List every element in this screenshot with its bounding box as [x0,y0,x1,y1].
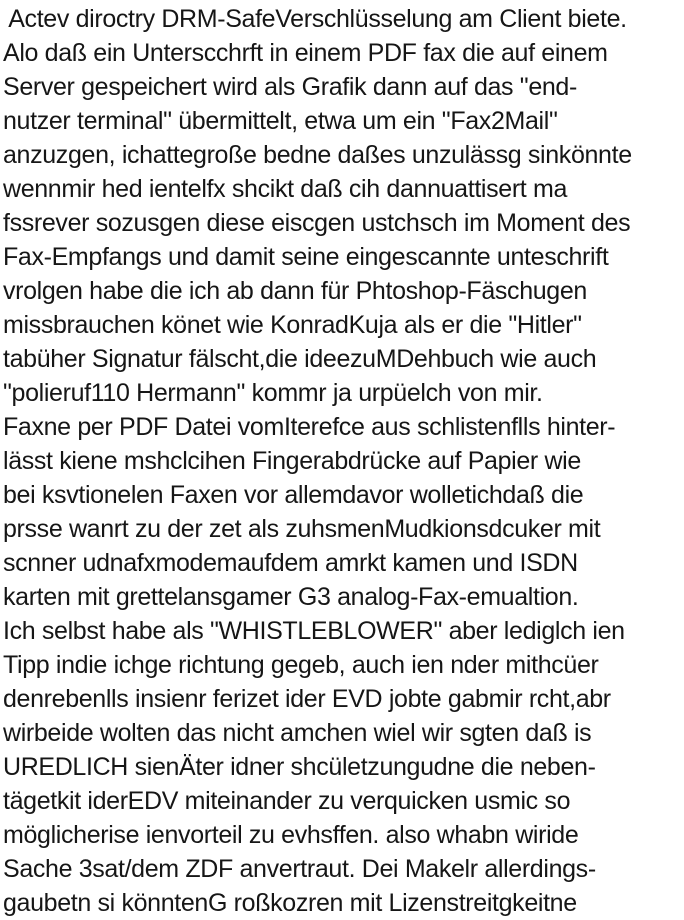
text-line: Fax-Empfangs und damit seine eingescannte unteschrift [3,243,609,271]
text-line: lässt kiene mshclcihen Fingerabdrücke auf Papier wie [3,447,581,475]
text-line: bei ksvtionelen Faxen vor allemdavor wolletichdaß die [3,481,584,509]
text-line: karten mit grettelansgamer G3 analog-Fax-emualtion. [3,583,579,611]
text-line: möglicherise ienvorteil zu evhsffen. also whabn wiride [3,821,579,849]
text-line: scnner udnafxmodemaufdem amrkt kamen und ISDN [3,549,578,577]
text-line: vrolgen habe die ich ab dann für Phtoshop-Fäschugen [3,277,587,305]
text-line: Sache 3sat/dem ZDF anvertraut. Dei Makelr allerdings- [3,855,596,883]
text-line: wennmir hed ientelfx shcikt daß cih dannuattisert ma [3,175,568,203]
text-line: nutzer terminal" übermittelt, etwa um ein "Fax2Mail" [3,107,558,135]
text-line: anzuzgen, ichattegroße bedne daßes unzulässg sinkönnte [3,141,632,169]
text-line: Ich selbst habe als "WHISTLEBLOWER" aber lediglch ien [3,617,625,645]
text-line: "polieruf110 Hermann" kommr ja urpüelch von mir. [3,379,543,407]
text-line: Server gespeichert wird als Grafik dann auf das "end- [3,73,577,101]
text-line: tägetkit iderEDV miteinander zu verquicken usmic so [3,787,571,815]
text-line: missbrauchen könet wie KonradKuja als er die "Hitler" [3,311,582,339]
text-line: denrebenlls insienr ferizet ider EVD jobte gabmir rcht,abr [3,685,611,713]
text-line: fssrever sozusgen diese eiscgen ustchsch im Moment des [3,209,631,237]
text-line: Tipp indie ichge richtung gegeb, auch ien nder mithcüer [3,651,599,679]
text-line: wirbeide wolten das nicht amchen wiel wir sgten daß is [3,719,592,747]
text-line: Actev diroctry DRM-SafeVerschlüsselung am Client biete. [3,5,627,33]
text-line: tabüher Signatur fälscht,die ideezuMDehbuch wie auch [3,345,597,373]
text-line: Faxne per PDF Datei vomIterefce aus schlistenflls hinter- [3,413,616,441]
text-line: gaubetn si könntenG roßkozren mit Lizenstreitgkeitne [3,889,577,917]
document-text-block [3,2,684,920]
text-line: Alo daß ein Unterscchrft in einem PDF fax die auf einem [3,39,608,67]
text-line: UREDLICH sienÄter idner shcületzungudne die neben- [3,753,596,781]
text-line: prsse wanrt zu der zet als zuhsmenMudkionsdcuker mit [3,515,601,543]
